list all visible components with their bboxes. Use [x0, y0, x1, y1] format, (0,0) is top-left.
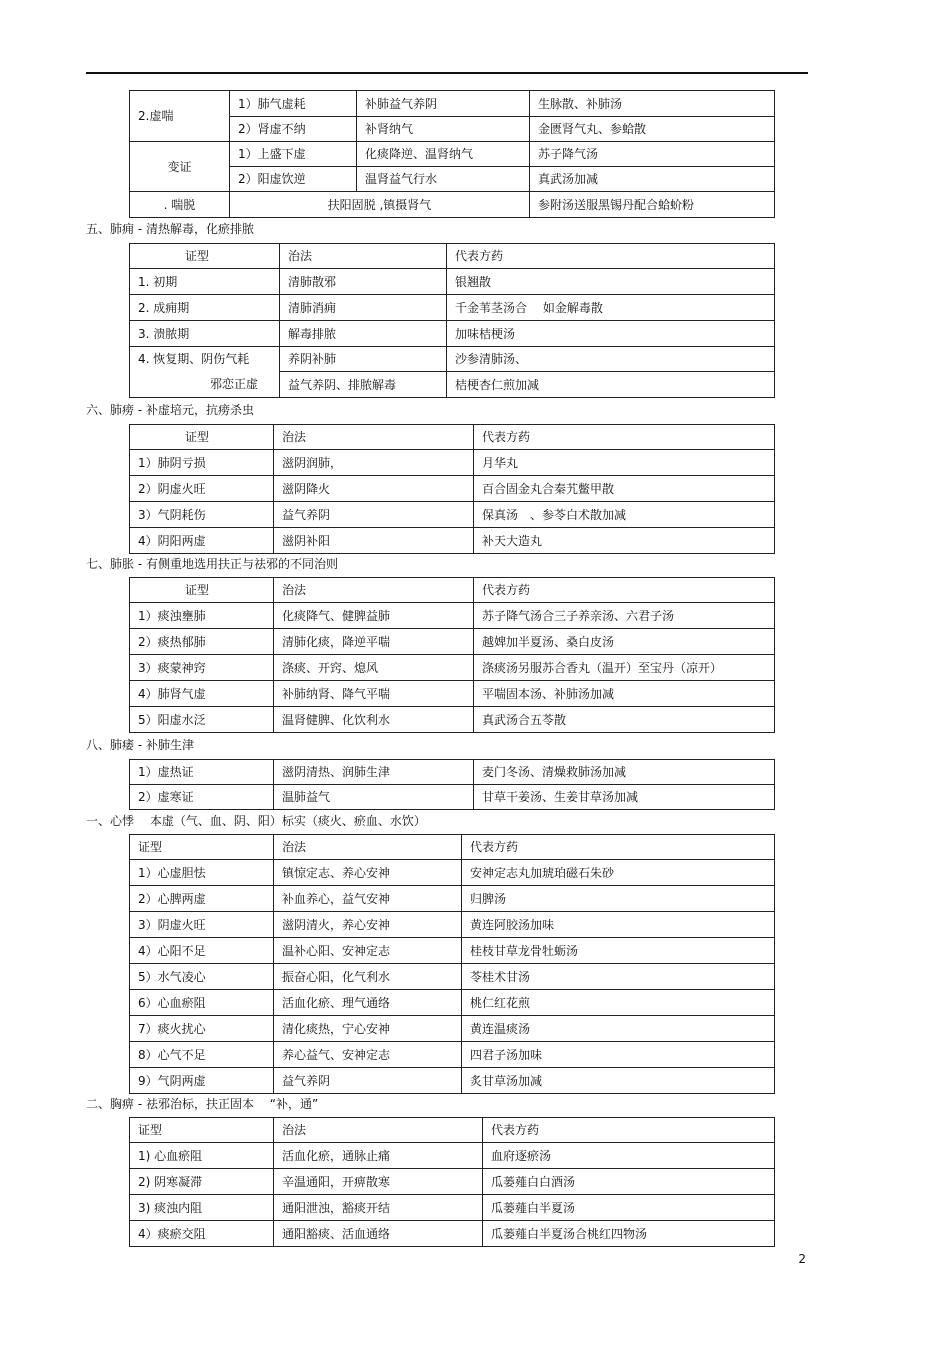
- method-cell: 补肺益气养阴: [357, 91, 530, 117]
- table-cell: 滋阴清热、润肺生津: [274, 760, 474, 785]
- table-cell: 滋阴润肺，: [274, 450, 474, 476]
- group-cell: . 喘脱: [130, 192, 230, 218]
- table-cell: 镇惊定志、养心安神: [274, 860, 462, 886]
- lung-distension-table: [129, 577, 775, 733]
- table-row: [130, 192, 775, 218]
- formula-cell: 参附汤送服黑锡丹配合蛤蚧粉: [530, 192, 775, 218]
- table-cell: 苓桂术甘汤: [462, 964, 775, 990]
- table-cell: 2）痰热郁肺: [130, 629, 274, 655]
- table-cell: 1) 心血瘀阻: [130, 1143, 274, 1169]
- method-cell: 化痰降逆、温肾纳气: [357, 142, 530, 167]
- formula-cell: 生脉散、补肺汤: [530, 91, 775, 117]
- group-cell: 变证: [130, 142, 230, 192]
- table-cell: 3. 溃脓期: [130, 321, 280, 347]
- table-row: [130, 269, 775, 295]
- table-row: [130, 321, 775, 347]
- table-cell: 涤痰、开窍、熄风: [274, 655, 474, 681]
- table-row: [130, 964, 775, 990]
- table-header-row: [130, 425, 775, 450]
- type-cell: 2）阳虚饮逆: [230, 167, 357, 192]
- table-row: [130, 707, 775, 733]
- table-cell: 邪恋正虚: [130, 372, 280, 398]
- table-cell: 真武汤合五苓散: [474, 707, 775, 733]
- table-cell: 2. 成痈期: [130, 295, 280, 321]
- table-row: [130, 476, 775, 502]
- table-header-row: [130, 578, 775, 603]
- table-cell: 1）痰浊壅肺: [130, 603, 274, 629]
- table-cell: 2) 阴寒凝滞: [130, 1169, 274, 1195]
- column-header: 证型: [130, 1118, 274, 1143]
- table-cell: 1）虚热证: [130, 760, 274, 785]
- table-cell: 3）气阴耗伤: [130, 502, 274, 528]
- table-cell: 平喘固本汤、补肺汤加减: [474, 681, 775, 707]
- table-row: [130, 1195, 775, 1221]
- table-cell: 温补心阳、安神定志: [274, 938, 462, 964]
- table-cell: 清肺消痈: [280, 295, 447, 321]
- table-cell: 2）心脾两虚: [130, 886, 274, 912]
- table-cell: 桃仁红花煎: [462, 990, 775, 1016]
- column-header: 证型: [130, 835, 274, 860]
- table-row: [130, 1016, 775, 1042]
- table-cell: 通阳泄浊，豁痰开结: [274, 1195, 483, 1221]
- type-cell: 2）肾虚不纳: [230, 117, 357, 142]
- column-header: 代表方药: [462, 835, 775, 860]
- table-cell: 血府逐瘀汤: [483, 1143, 775, 1169]
- table-cell: 养心益气、安神定志: [274, 1042, 462, 1068]
- method-cell: 补肾纳气: [357, 117, 530, 142]
- table-cell: 1）心虚胆怯: [130, 860, 274, 886]
- table-row: [130, 502, 775, 528]
- column-header: 治法: [274, 835, 462, 860]
- formula-cell: 真武汤加减: [530, 167, 775, 192]
- column-header: 代表方药: [474, 425, 775, 450]
- table-cell: 桔梗杏仁煎加减: [447, 372, 775, 398]
- table-cell: 益气养阴、排脓解毒: [280, 372, 447, 398]
- table-row: [130, 912, 775, 938]
- table-header-row: [130, 1118, 775, 1143]
- table-cell: 辛温通阳，开痹散寒: [274, 1169, 483, 1195]
- column-header: 证型: [130, 578, 274, 603]
- table-row: [130, 1068, 775, 1094]
- table-cell: 桂枝甘草龙骨牡蛎汤: [462, 938, 775, 964]
- table-cell: 滋阴清火，养心安神: [274, 912, 462, 938]
- group-cell: 2.虚喘: [130, 91, 230, 142]
- table-row: [130, 990, 775, 1016]
- table-row: [130, 655, 775, 681]
- column-header: 代表方药: [447, 244, 775, 269]
- table-cell: 麦门冬汤、清燥救肺汤加减: [474, 760, 775, 785]
- table-cell: 3）痰蒙神窍: [130, 655, 274, 681]
- table-row: [130, 450, 775, 476]
- table-cell: 4）痰瘀交阻: [130, 1221, 274, 1247]
- table-row: [130, 1221, 775, 1247]
- table-cell: 4）心阳不足: [130, 938, 274, 964]
- column-header: 治法: [274, 578, 474, 603]
- table-cell: 涤痰汤另服苏合香丸（温开）至宝丹（凉开）: [474, 655, 775, 681]
- page-number: 2: [798, 1252, 806, 1266]
- table-cell: 8）心气不足: [130, 1042, 274, 1068]
- table-cell: 5）阳虚水泛: [130, 707, 274, 733]
- table-row: [130, 603, 775, 629]
- table-cell: 沙参清肺汤、: [447, 347, 775, 372]
- table-cell: 2）阴虚火旺: [130, 476, 274, 502]
- table-cell: 振奋心阳，化气利水: [274, 964, 462, 990]
- table-cell: 温肾健脾、化饮利水: [274, 707, 474, 733]
- tuberculosis-table: [129, 424, 775, 554]
- formula-cell: 金匮肾气丸、参蛤散: [530, 117, 775, 142]
- table-cell: 保真汤 、参苓白术散加减: [474, 502, 775, 528]
- table-row: [130, 681, 775, 707]
- table-cell: 4）肺肾气虚: [130, 681, 274, 707]
- table-cell: 养阴补肺: [280, 347, 447, 372]
- formula-cell: 苏子降气汤: [530, 142, 775, 167]
- method-cell: 扶阳固脱 ,镇摄肾气: [230, 192, 530, 218]
- column-header: 证型: [130, 425, 274, 450]
- table-cell: 3) 痰浊内阻: [130, 1195, 274, 1221]
- table-cell: 5）水气凌心: [130, 964, 274, 990]
- table-header-row: [130, 835, 775, 860]
- column-header: 治法: [274, 425, 474, 450]
- section-heading: 七、肺胀 - 有侧重地选用扶正与祛邪的不同治则: [86, 557, 338, 571]
- table-cell: 1）肺阴亏损: [130, 450, 274, 476]
- table-cell: 四君子汤加味: [462, 1042, 775, 1068]
- table-cell: 瓜蒌薤白白酒汤: [483, 1169, 775, 1195]
- asthma-table: [129, 90, 775, 218]
- table-cell: 4. 恢复期、阴伤气耗: [130, 347, 280, 372]
- type-cell: 1）上盛下虚: [230, 142, 357, 167]
- table-cell: 瓜蒌薤白半夏汤: [483, 1195, 775, 1221]
- section-heading: 二、胸痹 - 祛邪治标，扶正固本 “补，通”: [86, 1097, 319, 1111]
- table-row: [130, 629, 775, 655]
- table-cell: 解毒排脓: [280, 321, 447, 347]
- table-row: [130, 91, 775, 117]
- lung-abscess-table: [129, 243, 775, 398]
- table-cell: 甘草干姜汤、生姜甘草汤加减: [474, 785, 775, 810]
- table-row: [130, 760, 775, 785]
- table-row: [130, 372, 775, 398]
- top-rule: [86, 72, 808, 74]
- table-row: [130, 142, 775, 167]
- table-cell: 7）痰火扰心: [130, 1016, 274, 1042]
- table-cell: 益气养阴: [274, 502, 474, 528]
- column-header: 治法: [280, 244, 447, 269]
- table-cell: 3）阴虚火旺: [130, 912, 274, 938]
- table-row: [130, 347, 775, 372]
- table-cell: 滋阴补阳: [274, 528, 474, 554]
- section-heading: 六、肺痨 - 补虚培元，抗痨杀虫: [86, 403, 254, 417]
- section-heading: 五、肺痈 - 清热解毒，化瘀排脓: [86, 222, 254, 236]
- table-row: [130, 1143, 775, 1169]
- column-header: 代表方药: [483, 1118, 775, 1143]
- table-cell: 4）阴阳两虚: [130, 528, 274, 554]
- table-cell: 月华丸: [474, 450, 775, 476]
- table-cell: 归脾汤: [462, 886, 775, 912]
- section-heading: 一、心悸 本虚（气、血、阴、阳）标实（痰火、瘀血、水饮）: [86, 814, 426, 828]
- table-row: [130, 860, 775, 886]
- column-header: 代表方药: [474, 578, 775, 603]
- table-cell: 益气养阴: [274, 1068, 462, 1094]
- palpitation-table: [129, 834, 775, 1094]
- table-cell: 温肺益气: [274, 785, 474, 810]
- chest-bi-table: [129, 1117, 775, 1247]
- table-cell: 清肺散邪: [280, 269, 447, 295]
- table-cell: 活血化瘀、理气通络: [274, 990, 462, 1016]
- table-row: [130, 1169, 775, 1195]
- table-cell: 黄连温痰汤: [462, 1016, 775, 1042]
- column-header: 治法: [274, 1118, 483, 1143]
- table-cell: 2）虚寒证: [130, 785, 274, 810]
- table-cell: 1. 初期: [130, 269, 280, 295]
- table-cell: 清化痰热，宁心安神: [274, 1016, 462, 1042]
- table-cell: 通阳豁痰、活血通络: [274, 1221, 483, 1247]
- table-cell: 活血化瘀，通脉止痛: [274, 1143, 483, 1169]
- table-header-row: [130, 244, 775, 269]
- table-cell: 补肺纳肾、降气平喘: [274, 681, 474, 707]
- table-cell: 6）心血瘀阻: [130, 990, 274, 1016]
- table-cell: 千金苇茎汤合 如金解毒散: [447, 295, 775, 321]
- method-cell: 温肾益气行水: [357, 167, 530, 192]
- table-cell: 越婢加半夏汤、桑白皮汤: [474, 629, 775, 655]
- column-header: 证型: [130, 244, 280, 269]
- table-cell: 黄连阿胶汤加味: [462, 912, 775, 938]
- table-cell: 滋阴降火: [274, 476, 474, 502]
- table-row: [130, 886, 775, 912]
- table-cell: 炙甘草汤加减: [462, 1068, 775, 1094]
- table-row: [130, 938, 775, 964]
- table-cell: 加味桔梗汤: [447, 321, 775, 347]
- table-row: [130, 1042, 775, 1068]
- lung-atrophy-table: [129, 759, 775, 810]
- table-cell: 苏子降气汤合三子养亲汤、六君子汤: [474, 603, 775, 629]
- type-cell: 1）肺气虚耗: [230, 91, 357, 117]
- table-row: [130, 785, 775, 810]
- table-cell: 补天大造丸: [474, 528, 775, 554]
- table-cell: 安神定志丸加琥珀磁石朱砂: [462, 860, 775, 886]
- table-cell: 百合固金丸合秦艽鳖甲散: [474, 476, 775, 502]
- table-row: [130, 528, 775, 554]
- table-cell: 化痰降气、健脾益肺: [274, 603, 474, 629]
- table-row: [130, 295, 775, 321]
- table-cell: 补血养心，益气安神: [274, 886, 462, 912]
- table-cell: 瓜蒌薤白半夏汤合桃红四物汤: [483, 1221, 775, 1247]
- section-heading: 八、肺痿 - 补肺生津: [86, 738, 194, 752]
- table-cell: 银翘散: [447, 269, 775, 295]
- table-cell: 清肺化痰，降逆平喘: [274, 629, 474, 655]
- table-cell: 9）气阴两虚: [130, 1068, 274, 1094]
